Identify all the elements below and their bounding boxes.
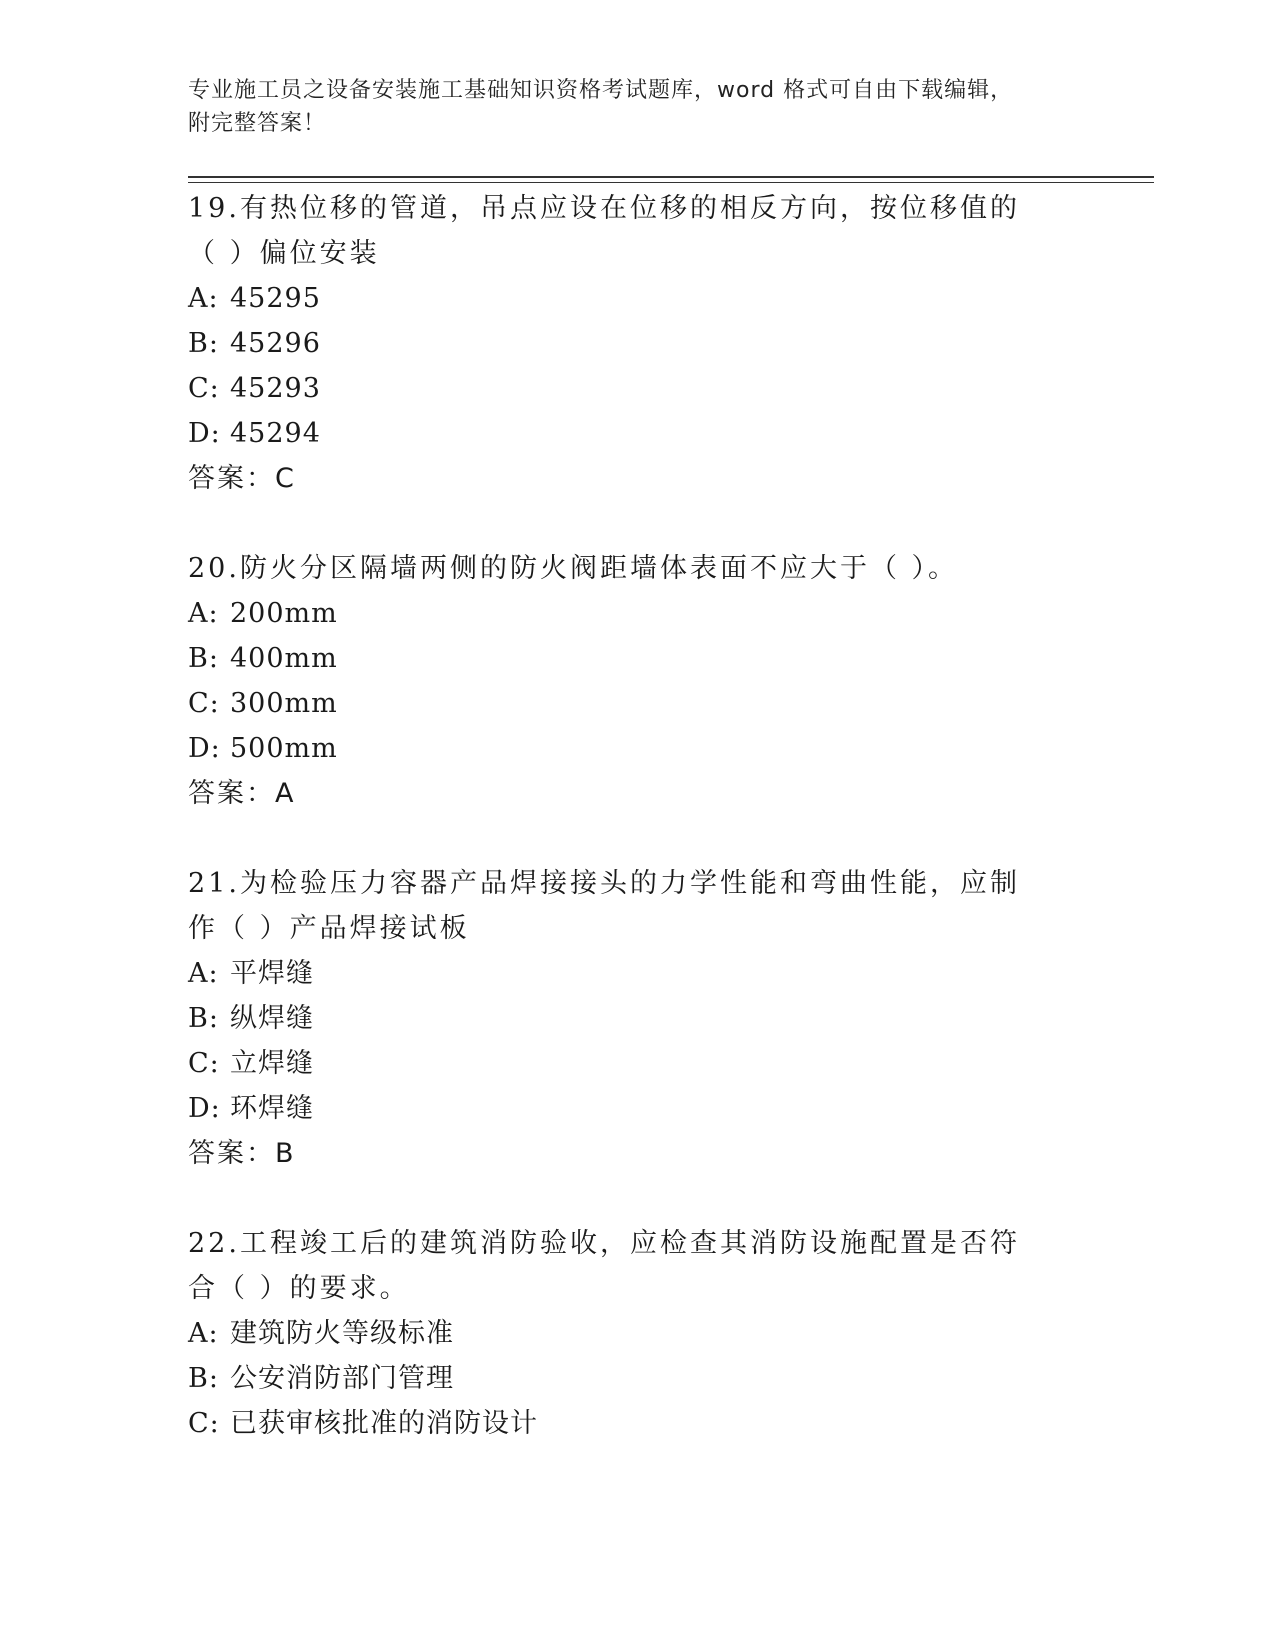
option-text: 环焊缝 [230,1093,314,1124]
option-text: 200mm [230,598,338,629]
option-text: 纵焊缝 [230,1003,314,1034]
option-a [188,1311,1048,1356]
option-text: 已获审核批准的消防设计 [230,1408,538,1439]
question-stem: 22.工程竣工后的建筑消防验收，应检查其消防设施配置是否符合（ ）的要求。 [188,1228,1020,1304]
option-c [188,681,1048,726]
option-text: 45294 [230,418,321,449]
spacer [188,816,1048,861]
question-stem: 20.防火分区隔墙两侧的防火阀距墙体表面不应大于（ ）。 [188,553,959,584]
option-label: A: [188,958,219,989]
option-text: 45295 [230,283,321,314]
option-label: B: [188,643,219,674]
spacer [188,1176,1048,1221]
question-19 [188,186,1048,546]
option-label: D: [188,733,221,764]
option-text: 45293 [230,373,321,404]
header-divider-thick [188,176,1154,178]
option-label: A: [188,1318,219,1349]
option-label: A: [188,598,219,629]
option-b [188,321,1048,366]
option-label: D: [188,418,221,449]
option-a [188,276,1048,321]
answer: 答案：B [188,1138,296,1169]
document-header [188,74,1068,140]
option-text: 500mm [230,733,338,764]
question-21 [188,861,1048,1221]
option-d [188,1086,1048,1131]
option-b [188,996,1048,1041]
option-text: 45296 [230,328,321,359]
option-a [188,951,1048,996]
option-text: 平焊缝 [230,958,314,989]
header-line-2: 附完整答案！ [188,111,327,136]
question-20 [188,546,1048,861]
option-label: C: [188,688,220,719]
header-line-1: 专业施工员之设备安装施工基础知识资格考试题库，word 格式可自由下载编辑， [188,78,1014,103]
option-b [188,636,1048,681]
question-22 [188,1221,1048,1446]
spacer [188,501,1048,546]
option-text: 公安消防部门管理 [230,1363,454,1394]
option-text: 300mm [230,688,338,719]
option-label: D: [188,1093,221,1124]
option-a [188,591,1048,636]
option-label: C: [188,373,220,404]
question-list [188,186,1048,1446]
option-c [188,1401,1048,1446]
option-label: B: [188,1003,219,1034]
question-stem: 19.有热位移的管道，吊点应设在位移的相反方向，按位移值的（ ）偏位安装 [188,193,1020,269]
option-label: B: [188,328,219,359]
option-label: C: [188,1408,220,1439]
option-c [188,366,1048,411]
option-label: A: [188,283,219,314]
header-divider-thin [188,182,1154,183]
option-text: 立焊缝 [230,1048,314,1079]
answer: 答案：A [188,778,296,809]
option-d [188,411,1048,456]
option-c [188,1041,1048,1086]
option-text: 建筑防火等级标准 [230,1318,454,1349]
option-b [188,1356,1048,1401]
option-text: 400mm [230,643,338,674]
option-label: C: [188,1048,220,1079]
answer: 答案：C [188,463,296,494]
option-d [188,726,1048,771]
question-stem: 21.为检验压力容器产品焊接接头的力学性能和弯曲性能，应制作（ ）产品焊接试板 [188,868,1020,944]
option-label: B: [188,1363,219,1394]
